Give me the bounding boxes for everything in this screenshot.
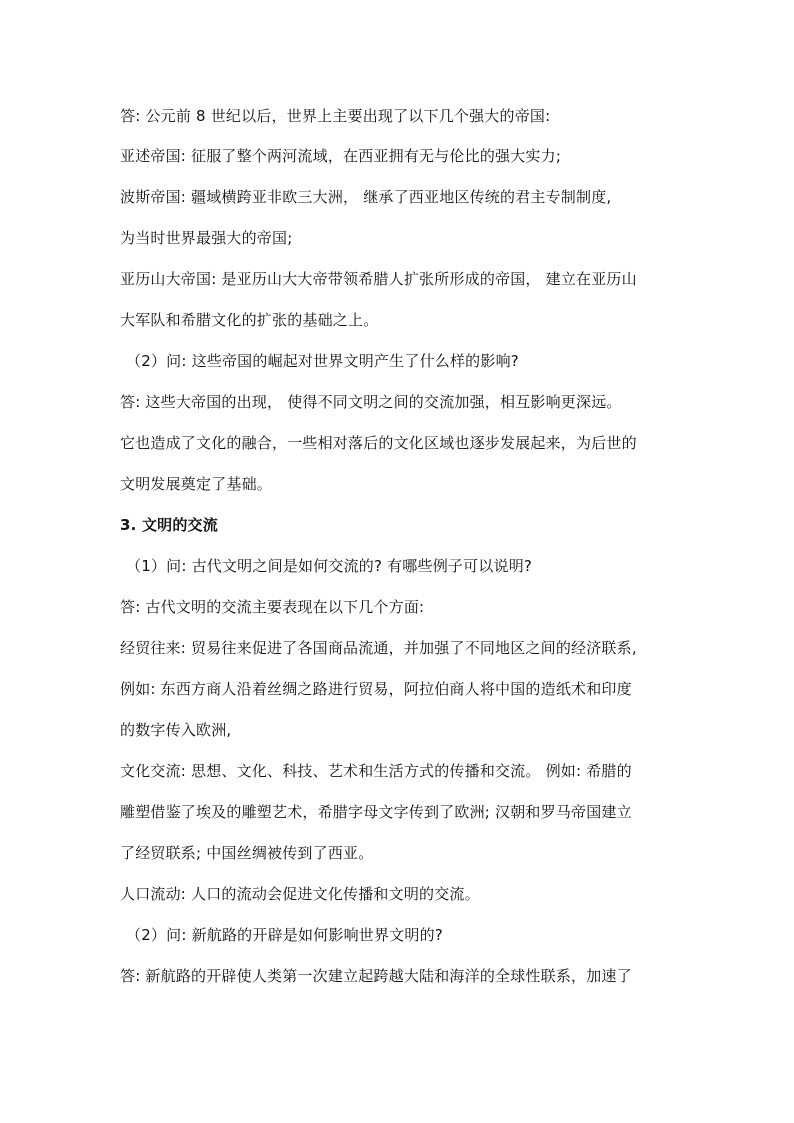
text-line: 亚历山大帝国: 是亚历山大大帝带领希腊人扩张所形成的帝国， 建立在亚历山 (120, 270, 637, 288)
text-line: 答: 这些大帝国的出现， 使得不同文明之间的交流加强，相互影响更深远。 (120, 393, 622, 411)
text-line: 的数字传入欧洲, (120, 721, 232, 739)
question-line: （2）问: 新航路的开辟是如何影响世界文明的? (126, 926, 443, 944)
text-line: 雕塑借鉴了埃及的雕塑艺术，希腊字母文字传到了欧洲; 汉朝和罗马帝国建立 (120, 803, 632, 821)
text-line: 亚述帝国: 征服了整个两河流域，在西亚拥有无与伦比的强大实力; (120, 147, 562, 165)
text-line: 人口流动: 人口的流动会促进文化传播和文明的交流。 (120, 885, 480, 903)
text-line: 答: 新航路的开辟使人类第一次建立起跨越大陆和海洋的全球性联系，加速了 (120, 967, 632, 985)
section-heading: 3. 文明的交流 (120, 516, 218, 534)
question-line: （1）问: 古代文明之间是如何交流的? 有哪些例子可以说明? (126, 557, 533, 575)
text-line: 文明发展奠定了基础。 (120, 475, 273, 493)
text-line: 大军队和希腊文化的扩张的基础之上。 (120, 311, 379, 329)
text-line: 为当时世界最强大的帝国; (120, 229, 293, 247)
text-line: 答: 公元前 8 世纪以后，世界上主要出现了以下几个强大的帝国: (120, 107, 551, 125)
text-line: 经贸往来: 贸易往来促进了各国商品流通，并加强了不同地区之间的经济联系, (120, 639, 637, 657)
question-line: （2）问: 这些帝国的崛起对世界文明产生了什么样的影响? (126, 352, 519, 370)
text-line: 它也造成了文化的融合，一些相对落后的文化区域也逐步发展起来，为后世的 (120, 434, 637, 452)
text-line: 答: 古代文明的交流主要表现在以下几个方面: (120, 598, 425, 616)
text-line: 文化交流: 思想、文化、科技、艺术和生活方式的传播和交流。 例如: 希腊的 (120, 762, 632, 780)
text-line: 了经贸联系; 中国丝绸被传到了西亚。 (120, 844, 374, 862)
text-line: 例如: 东西方商人沿着丝绸之路进行贸易，阿拉伯商人将中国的造纸术和印度 (120, 680, 632, 698)
text-line: 波斯帝国: 疆域横跨亚非欧三大洲， 继承了西亚地区传统的君主专制制度, (120, 188, 612, 206)
